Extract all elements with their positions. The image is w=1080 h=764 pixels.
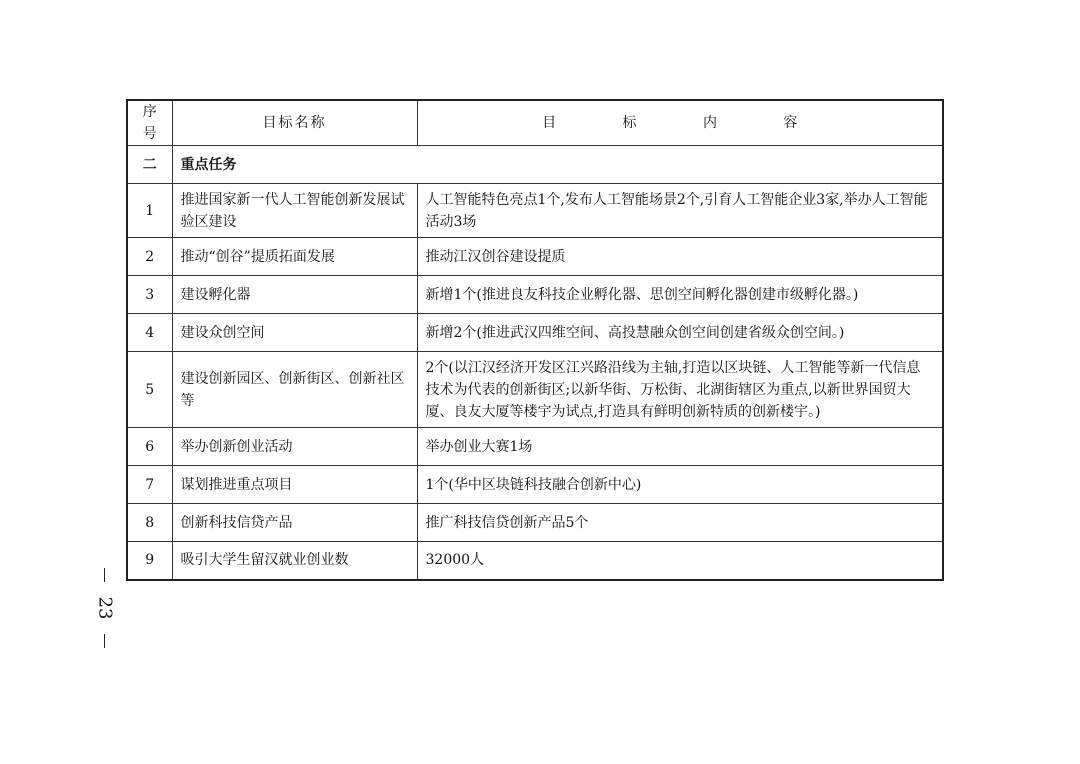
section-title: 重点任务 — [172, 146, 943, 184]
row-name: 建设创新园区、创新街区、创新社区等 — [172, 352, 417, 428]
row-name: 创新科技信贷产品 — [172, 504, 417, 542]
row-name: 建设孵化器 — [172, 276, 417, 314]
row-no: 9 — [127, 542, 172, 580]
page-number-text: 23 — [94, 596, 115, 620]
table-row — [127, 276, 943, 314]
row-content: 32000人 — [417, 542, 943, 580]
table-row — [127, 314, 943, 352]
row-name: 举办创新创业活动 — [172, 428, 417, 466]
row-name: 推动“创谷”提质拓面发展 — [172, 238, 417, 276]
row-content: 2个(以江汉经济开发区江兴路沿线为主轴,打造以区块链、人工智能等新一代信息技术为代表的创新街区;以新华街、万松街、北湖街辖区为重点,以新世界国贸大厦、良友大厦等楼宇为试点,打造具有鲜明创新特质的创新楼宇。) — [417, 352, 943, 428]
row-no: 4 — [127, 314, 172, 352]
row-name: 推进国家新一代人工智能创新发展试验区建设 — [172, 184, 417, 238]
header-row — [127, 100, 943, 146]
row-content: 人工智能特色亮点1个,发布人工智能场景2个,引育人工智能企业3家,举办人工智能活动3场 — [417, 184, 943, 238]
table-row — [127, 504, 943, 542]
row-no: 1 — [127, 184, 172, 238]
page-number-dash-bottom — [104, 634, 105, 648]
header-content: 目 标 内 容 — [417, 100, 943, 146]
table-row — [127, 542, 943, 580]
row-content: 举办创业大赛1场 — [417, 428, 943, 466]
table-row — [127, 184, 943, 238]
table-row — [127, 238, 943, 276]
table-row — [127, 466, 943, 504]
header-no: 序号 — [127, 100, 172, 146]
task-table — [126, 99, 944, 581]
row-no: 2 — [127, 238, 172, 276]
row-content: 推广科技信贷创新产品5个 — [417, 504, 943, 542]
page-number — [84, 568, 124, 648]
row-content: 新增2个(推进武汉四维空间、高投慧融众创空间创建省级众创空间。) — [417, 314, 943, 352]
table-row — [127, 428, 943, 466]
row-content: 1个(华中区块链科技融合创新中心) — [417, 466, 943, 504]
section-row — [127, 146, 943, 184]
row-no: 6 — [127, 428, 172, 466]
row-name: 谋划推进重点项目 — [172, 466, 417, 504]
row-name: 吸引大学生留汉就业创业数 — [172, 542, 417, 580]
row-no: 8 — [127, 504, 172, 542]
row-no: 7 — [127, 466, 172, 504]
row-name: 建设众创空间 — [172, 314, 417, 352]
table-row — [127, 352, 943, 428]
row-content: 推动江汉创谷建设提质 — [417, 238, 943, 276]
page-number-dash-top — [104, 568, 105, 582]
row-no: 3 — [127, 276, 172, 314]
section-no: 二 — [127, 146, 172, 184]
row-no: 5 — [127, 352, 172, 428]
header-name: 目标名称 — [172, 100, 417, 146]
row-content: 新增1个(推进良友科技企业孵化器、思创空间孵化器创建市级孵化器。) — [417, 276, 943, 314]
